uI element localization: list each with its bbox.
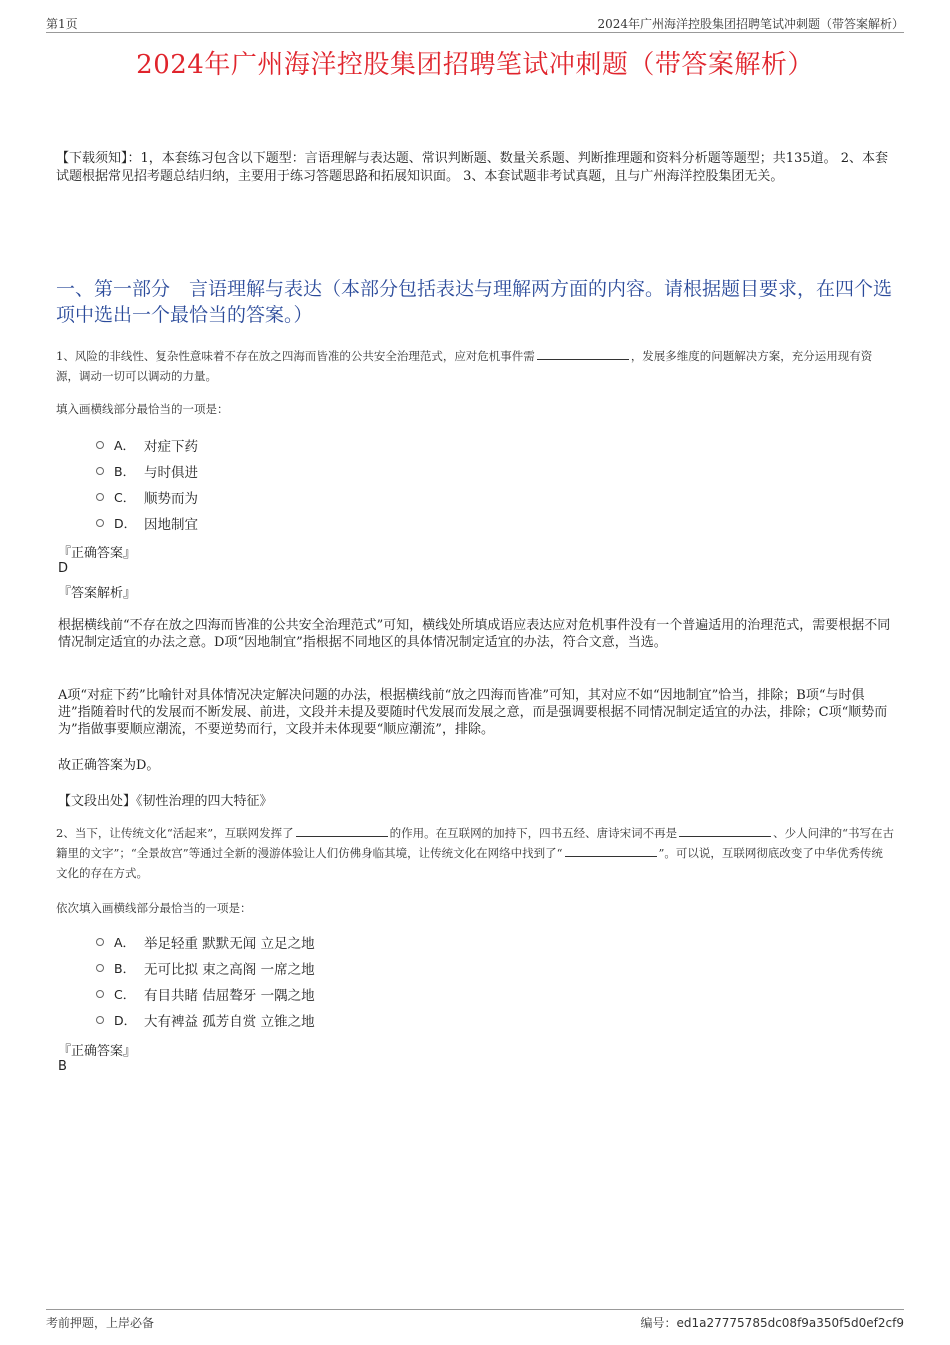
- question-2-prompt: 依次填入画横线部分最恰当的一项是：: [56, 901, 252, 915]
- answer-blank: [296, 824, 388, 837]
- radio-icon[interactable]: [96, 938, 104, 946]
- question-1-prompt: 填入画横线部分最恰当的一项是：: [56, 402, 229, 416]
- answer-blank: [565, 844, 657, 857]
- question-2-options: [96, 929, 496, 1033]
- answer-blank: [537, 347, 629, 360]
- footer-divider: [46, 1309, 904, 1310]
- correct-answer-label: 『正确答案』: [58, 546, 137, 561]
- question-1-options: [96, 432, 496, 536]
- document-title: 2024年广州海洋控股集团招聘笔试冲刺题（带答案解析）: [136, 50, 814, 80]
- correct-answer: B: [58, 1059, 67, 1074]
- question-1-text: 1、风险的非线性、复杂性意味着不存在放之四海而皆准的公共安全治理范式，应对危机事件需 ，发展多维度的问题解决方案，充分运用现有资源，调动一切可以调动的力量。: [56, 349, 873, 383]
- radio-icon[interactable]: [96, 519, 104, 527]
- option-a[interactable]: A． 举足轻重 默默无闻 立足之地: [96, 929, 496, 955]
- radio-icon[interactable]: [96, 964, 104, 972]
- analysis-conclusion: 故正确答案为D。: [58, 758, 160, 773]
- option-c[interactable]: C． 顺势而为: [96, 484, 496, 510]
- analysis-label: 『答案解析』: [58, 586, 137, 601]
- radio-icon[interactable]: [96, 467, 104, 475]
- header-doc-title: 2024年广州海洋控股集团招聘笔试冲刺题（带答案解析）: [597, 17, 904, 31]
- analysis-paragraph-2: A项“对症下药”比喻针对具体情况决定解决问题的办法，根据横线前“放之四海而皆准”可知，其对应不如“因地制宜”恰当，排除；B项“与时俱进”指随着时代的发展而不断发展、前进，文段并未提及要随时代发展而发展之意，而是强调要根据不同情况制定适宜的办法，排除；C项“顺势而为”指做事要顺应潮流，不要逆势而行，文段并未体现要“顺应潮流”，排除。: [58, 688, 888, 737]
- correct-answer-label: 『正确答案』: [58, 1044, 137, 1059]
- option-a[interactable]: A． 对症下药: [96, 432, 496, 458]
- radio-icon[interactable]: [96, 990, 104, 998]
- radio-icon[interactable]: [96, 493, 104, 501]
- download-notice: 【下载须知】：1，本套练习包含以下题型：言语理解与表达题、常识判断题、数量关系题、判断推理题和资料分析题等题型；共135道。 2、本套试题根据常见招考题总结归纳，主要用于练习答题思路和拓展知识面。 3、本套试题非考试真题，且与广州海洋控股集团无关。: [56, 151, 888, 184]
- section-heading: 一、第一部分 言语理解与表达（本部分包括表达与理解两方面的内容。请根据题目要求，在四个选项中选出一个最恰当的答案。）: [56, 278, 893, 326]
- page-header: [46, 14, 904, 33]
- radio-icon[interactable]: [96, 1016, 104, 1024]
- footer-slogan: 考前押题，上岸必备: [46, 1316, 155, 1330]
- option-c[interactable]: C． 有目共睹 佶屈聱牙 一隅之地: [96, 981, 496, 1007]
- text-source: 【文段出处】《韧性治理的四大特征》: [58, 794, 273, 809]
- footer-doc-id: 编号：ed1a27775785dc08f9a350f5d0ef2cf9: [640, 1316, 904, 1330]
- option-d[interactable]: D． 因地制宜: [96, 510, 496, 536]
- radio-icon[interactable]: [96, 441, 104, 449]
- option-d[interactable]: D． 大有裨益 孤芳自赏 立锥之地: [96, 1007, 496, 1033]
- analysis-paragraph-1: 根据横线前“不存在放之四海而皆准的公共安全治理范式”可知，横线处所填成语应表达应对危机事件没有一个普遍适用的治理范式，需要根据不同情况制定适宜的办法之意。D项“因地制宜”指根据不同地区的具体情况制定适宜的办法，符合文意，当选。: [58, 618, 891, 650]
- question-2-text: 2、当下，让传统文化“活起来”，互联网发挥了 的作用。在互联网的加持下，四书五经、唐诗宋词不再是 、少人问津的“书写在古籍里的文字”；“全景故宫”等通过全新的漫游体验让人们仿佛身临其境，让传统文化在网络中找到了“ ”。可以说，互联网彻底改变了中华优秀传统文化的存在方式。: [56, 826, 894, 880]
- correct-answer: D: [58, 561, 69, 576]
- option-b[interactable]: B． 无可比拟 束之高阁 一席之地: [96, 955, 496, 981]
- option-b[interactable]: B． 与时俱进: [96, 458, 496, 484]
- answer-blank: [679, 824, 771, 837]
- page-number: 第1页: [46, 17, 78, 31]
